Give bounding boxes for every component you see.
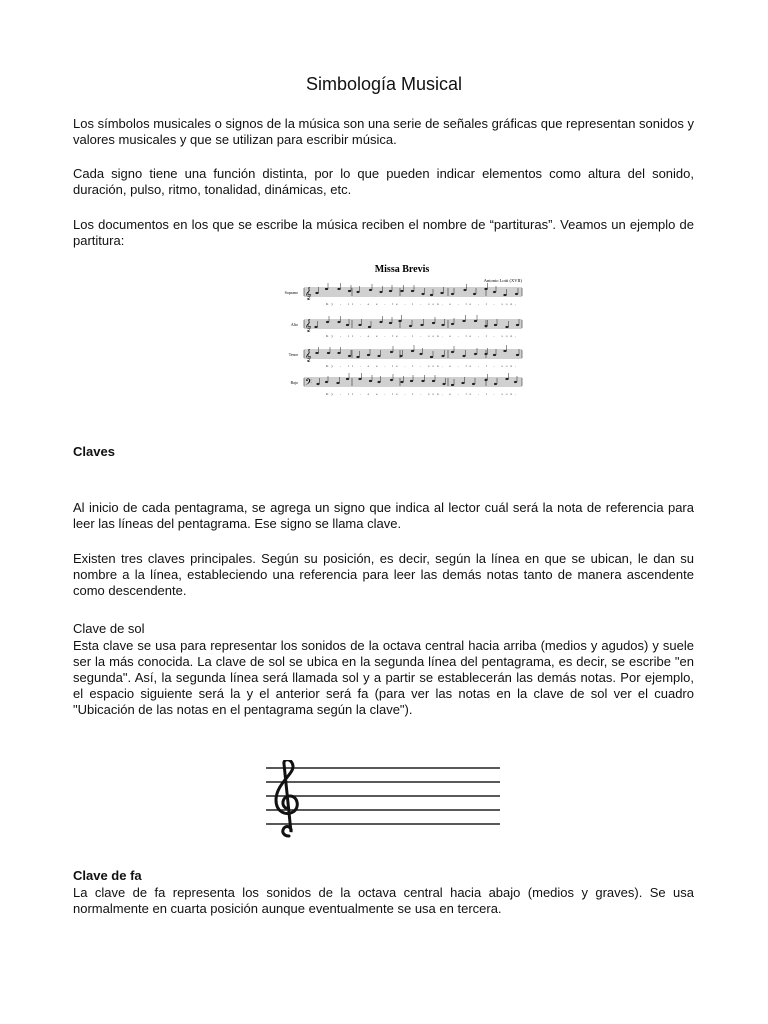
clave-sol-body: Esta clave se usa para representar los sonidos de la octava central hacia arriba (medios y agudos) y suele ser la más conocida. La clave de sol se ubica en la segunda línea del pentagrama, es decir, se escribe "en segunda". Así, la segunda línea será llamada sol y a partir se establecerán las demás notas. Por ejemplo, el espacio siguiente será la y el anterior será fa (para ver las notas en la clave de sol ver el cuadro "Ubicación de las notas en el pentagrama según la clave"). bbox=[73, 638, 694, 717]
score-staff bbox=[291, 315, 522, 339]
clave-fa-heading: Clave de fa bbox=[73, 868, 142, 883]
voice-label: Soprano bbox=[284, 290, 298, 295]
clef-icon: 𝄞 bbox=[305, 350, 312, 362]
score-image bbox=[282, 258, 526, 408]
score-staff bbox=[290, 373, 522, 397]
intro-paragraph-1: Los símbolos musicales o signos de la música son una serie de señales gráficas que representan sonidos y valores musicales y que se utilizan para escribir música. bbox=[73, 116, 694, 147]
lyric-line: Ky - ri - e e - le - i - son, e - le - i - son, bbox=[326, 334, 517, 338]
intro-paragraph-2: Cada signo tiene una función distinta, por lo que pueden indicar elementos como altura del sonido, duración, pulso, ritmo, tonalidad, dinámicas, etc. bbox=[73, 166, 694, 197]
score-staves bbox=[285, 283, 522, 397]
score-title: Missa Brevis bbox=[374, 264, 430, 275]
voice-label: Tenor bbox=[288, 352, 298, 357]
treble-clef-staff bbox=[262, 760, 502, 838]
lyric-line: Ky - ri - e e - le - i - son, e - le - i - son, bbox=[326, 302, 517, 306]
clef-icon: 𝄢 bbox=[305, 378, 313, 390]
claves-paragraph-2: Existen tres claves principales. Según su posición, es decir, según la línea en que se ubican, le dan su nombre a la línea, estableciendo una referencia para leer las demás notas tanto de manera ascendente como descendente. bbox=[73, 551, 694, 598]
claves-heading: Claves bbox=[73, 444, 115, 459]
clave-fa-body: La clave de fa representa los sonidos de la octava central hacia abajo (medios y graves). Se usa normalmente en cuarta posición aunque eventualmente se usa en tercera. bbox=[73, 885, 694, 916]
lyric-line: Ky - ri - e e - le - i - son, e - le - i - son, bbox=[326, 364, 517, 368]
clef-icon: 𝄞 bbox=[305, 320, 312, 332]
score-staff bbox=[285, 283, 522, 307]
lyric-line: Ky - ri - e e - le - i - son, e - le - i - son, bbox=[326, 392, 517, 396]
claves-paragraph-1: Al inicio de cada pentagrama, se agrega un signo que indica al lector cuál será la nota de referencia para leer las líneas del pentagrama. Ese signo se llama clave. bbox=[73, 500, 694, 531]
page-title: Simbología Musical bbox=[305, 74, 463, 94]
score-composer: Antonio Lotti (XVII) bbox=[483, 278, 522, 283]
voice-label: Bajo bbox=[290, 380, 298, 385]
intro-paragraph-3: Los documentos en los que se escribe la música reciben el nombre de “partituras”. Veamos un ejemplo de partitura: bbox=[73, 217, 694, 248]
clef-icon: 𝄞 bbox=[305, 288, 312, 300]
score-staff bbox=[289, 345, 522, 369]
clave-sol-heading: Clave de sol bbox=[73, 621, 145, 636]
voice-label: Alto bbox=[290, 322, 298, 327]
